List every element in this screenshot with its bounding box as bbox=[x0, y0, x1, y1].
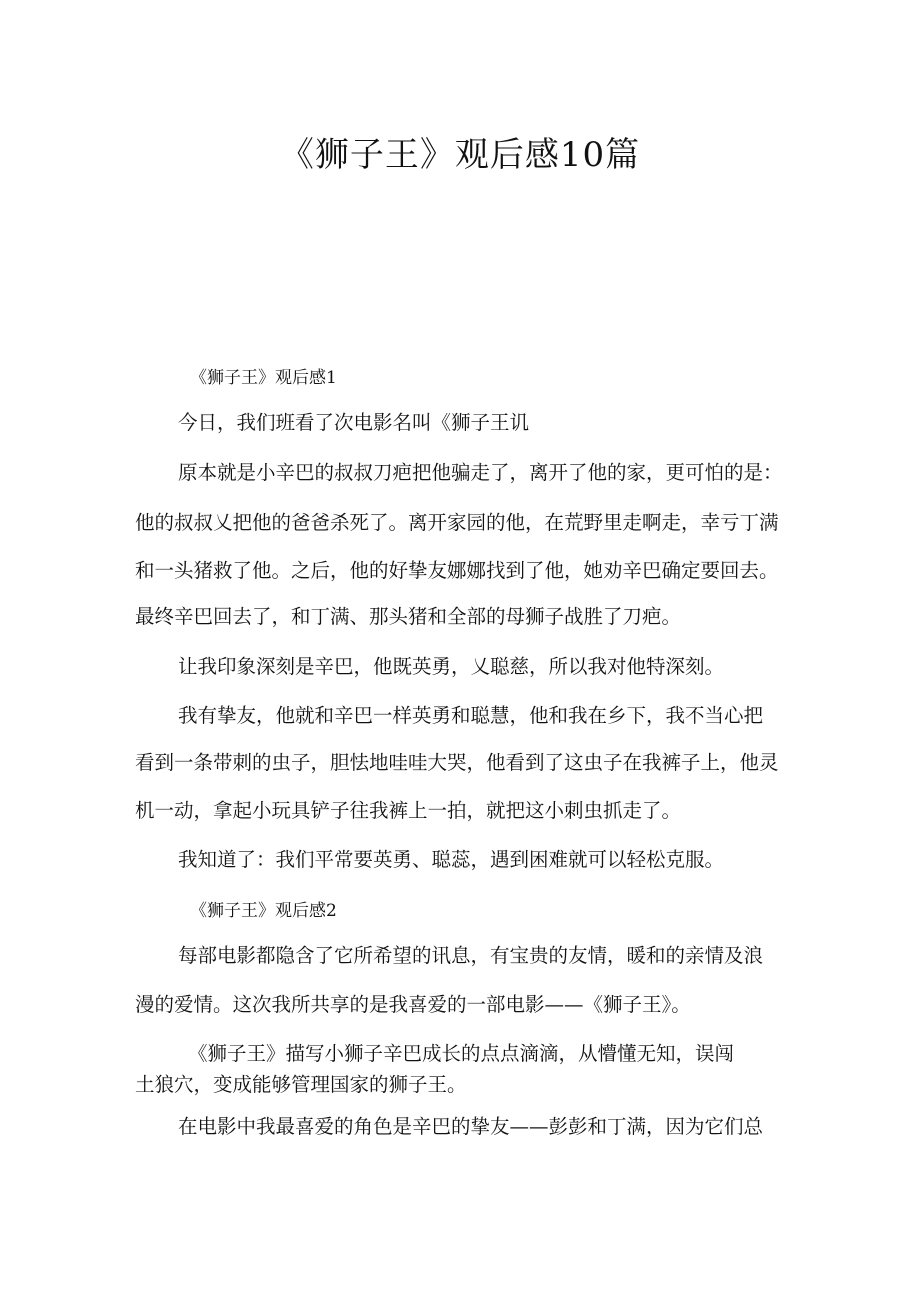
paragraph-line: 每部电影都隐含了它所希望的讯息，有宝贵的友情，暖和的亲情及浪 bbox=[178, 944, 764, 967]
paragraph-line: 漫的爱情。这次我所共享的是我喜爱的一部电影——《狮子王》。 bbox=[135, 993, 691, 1016]
paragraph-line: 原本就是小辛巴的叔叔刀疤把他骗走了，离开了他的家，更可怕的是： bbox=[178, 461, 783, 484]
paragraph-line: 《狮子王》描写小狮子辛巴成长的点点滴滴，从懵懂无知，误闯 bbox=[188, 1042, 735, 1065]
paragraph-line: 机一动，拿起小玩具铲子往我裤上一拍，就把这小刺虫抓走了。 bbox=[135, 799, 682, 822]
section-heading-1: 《狮子王》观后感1 bbox=[190, 368, 337, 388]
paragraph-line: 看到一条带刺的虫子，胆怯地哇哇大哭，他看到了这虫子在我裤子上，他灵 bbox=[135, 751, 779, 774]
paragraph-line: 今日，我们班看了次电影名叫《狮子王讥 bbox=[178, 411, 530, 434]
paragraph-line: 土狼穴，变成能够管理国家的狮子王。 bbox=[135, 1073, 467, 1096]
paragraph-line: 最终辛巴回去了，和丁满、那头猪和全部的母狮子战胜了刀疤。 bbox=[135, 605, 682, 628]
paragraph-line: 在电影中我最喜爱的角色是辛巴的挚友——彭彭和丁满，因为它们总 bbox=[178, 1115, 764, 1138]
paragraph-line: 他的叔叔乂把他的爸爸杀死了。离开家园的他，在荒野里走啊走，幸亏丁满 bbox=[135, 511, 779, 534]
paragraph-line: 让我印象深刻是辛巴，他既英勇，乂聪慈，所以我对他特深刻。 bbox=[178, 655, 725, 678]
paragraph-line: 和一头猪救了他。之后，他的好挚友娜娜找到了他，她劝辛巴确定要回去。 bbox=[135, 559, 779, 582]
section-heading-2: 《狮子王》观后感2 bbox=[190, 901, 337, 921]
paragraph-line: 我知道了：我们平常要英勇、聪蕊，遇到困难就可以轻松克服。 bbox=[178, 848, 725, 871]
document-title: 《狮子王》观后感10篇 bbox=[279, 135, 641, 175]
paragraph-line: 我有挚友，他就和辛巴一样英勇和聪慧，他和我在乡下，我不当心把 bbox=[178, 704, 764, 727]
